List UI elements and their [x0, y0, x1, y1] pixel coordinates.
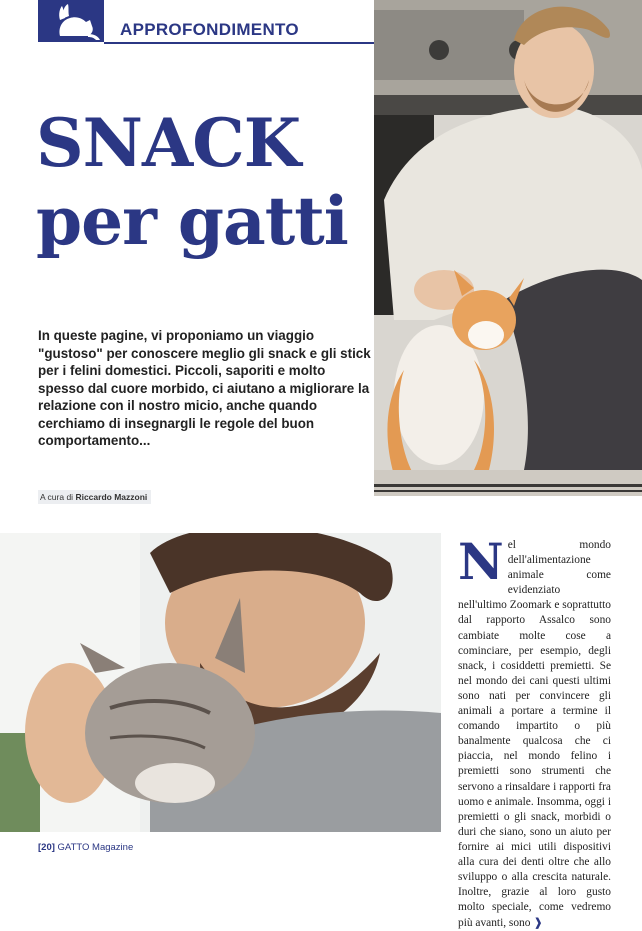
- magazine-name: GATTO Magazine: [57, 842, 134, 853]
- credit-author: Riccardo Mazzoni: [75, 492, 148, 502]
- cat-silhouette-icon: [38, 0, 104, 42]
- page-footer: [38, 842, 133, 853]
- title-line-1: SNACK: [36, 104, 301, 182]
- section-rule: [104, 42, 374, 44]
- drop-cap: N: [458, 532, 504, 591]
- credit-prefix: A cura di: [40, 492, 74, 502]
- intro-text: [38, 327, 373, 450]
- author-credit: [38, 490, 151, 504]
- photo-man-hugging-cat: [0, 533, 441, 832]
- magazine-logo: [38, 0, 104, 42]
- page-number: [20]: [38, 842, 55, 853]
- continue-arrow-icon: ❱: [533, 915, 543, 930]
- section-label: APPROFONDIMENTO: [120, 20, 299, 39]
- intro-paragraph-1: In queste pagine, vi proponiamo un viaggio "gustoso" per conoscere meglio gli snack e gli stick per i felini domestici.: [38, 328, 371, 378]
- photo-man-feeding-cat: [374, 0, 642, 496]
- title-line-2: per gatti: [36, 182, 348, 260]
- article-text: el mondo dell'alimentazione animale come evidenziato nell'ultimo Zoomark e soprattutto dal rapporto Assalco sono cambiate molte cose a cominciare, per esempio, degli snack, i cosiddetti premietti. Se nel mondo dei cani questi ultimi sono nati per convincere gli animali a portare a termine il comando impartito o più banalmente qualcosa che ci piaccia, nel mondo felino i premietti sono strumenti che servono a rinsaldare i rapporti fra uomo e animale. Insomma, oggi i premietti o gli snack, morbidi o duri che siano, sono un aiuto per fornire ai mici utili dispositivi alla cura dei denti oltre che allo sviluppo o alla crescita naturale. Inoltre, grazie al loro gusto molto speciale, come vedremo più avanti, sono: [458, 539, 611, 930]
- page-title: [36, 104, 348, 260]
- article-body: [458, 532, 611, 931]
- intro-paragraph-2: Piccoli, saporiti e molto spesso dal cuore morbido, ci aiutano a migliorare la relazione con il nostro micio, anche quando cerchiamo di insegnargli le regole del buon comportamento...: [38, 363, 370, 448]
